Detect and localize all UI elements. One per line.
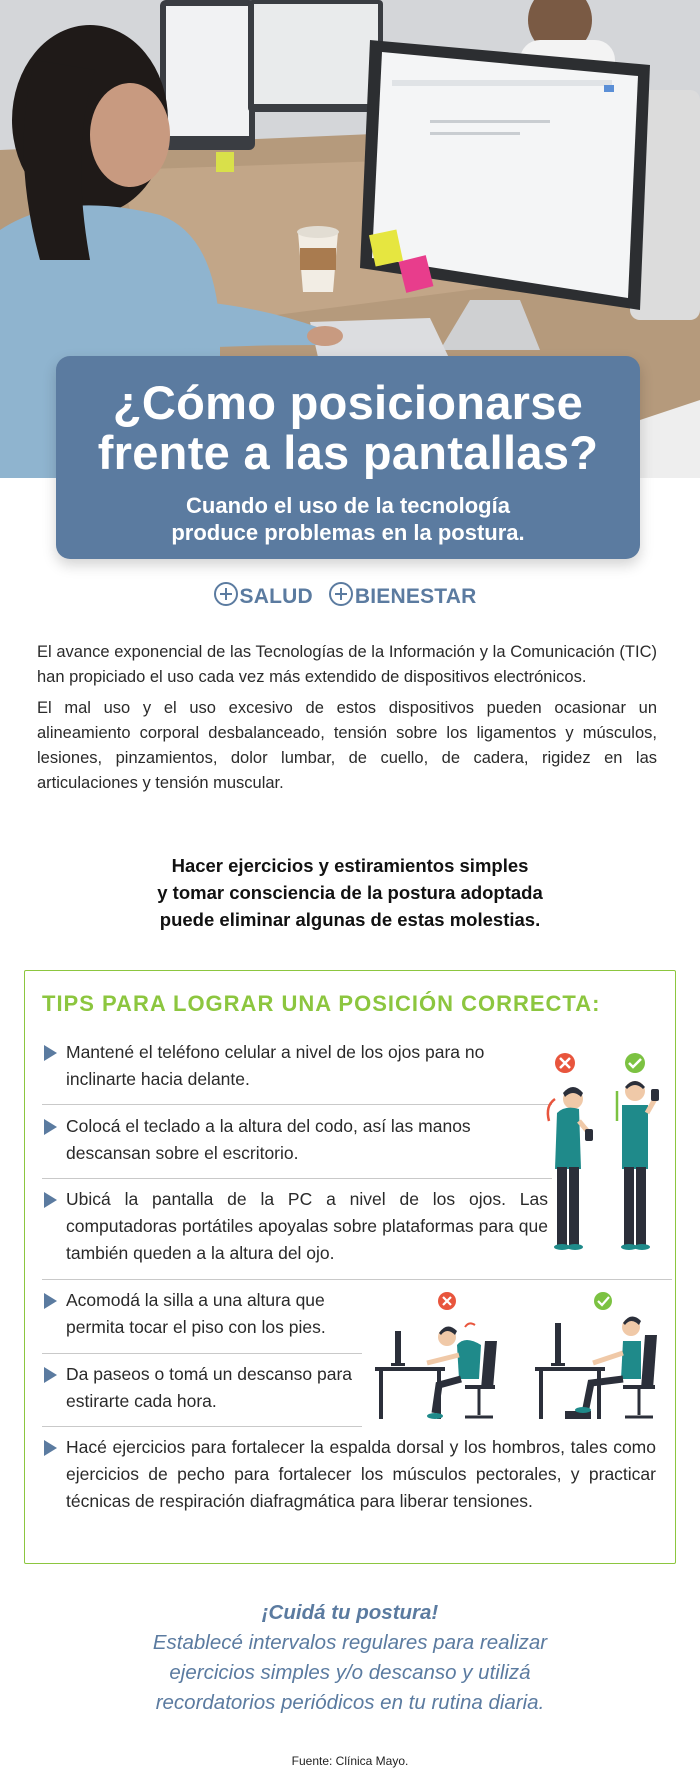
brand-word-salud: SALUD <box>239 585 313 608</box>
intro-text <box>37 640 657 802</box>
page-subtitle <box>56 492 640 546</box>
closing-lead: ¡Cuidá tu postura! <box>261 1601 439 1624</box>
tip-text: Ubicá la pantalla de la PC a nivel de los ojos. Las computadoras portátiles apoyalas sobre plataformas para que también queden a la altura del ojo. <box>66 1189 548 1263</box>
brand-word-bienestar: BIENESTAR <box>354 585 477 608</box>
correct-check-icon <box>625 1053 645 1073</box>
arrow-bullet-icon <box>44 1045 57 1061</box>
wrong-x-icon <box>555 1053 575 1073</box>
tip-text: Da paseos o tomá un descanso para estirarte cada hora. <box>66 1364 353 1411</box>
plus-circle-icon <box>329 582 353 606</box>
closing-message <box>0 1598 700 1718</box>
subtitle-line-2: produce problemas en la postura. <box>171 520 525 545</box>
tip-divider <box>42 1279 672 1280</box>
tip-item <box>66 1287 366 1341</box>
subtitle-line-1: Cuando el uso de la tecnología <box>186 493 510 518</box>
phone-posture-illustration <box>535 1051 670 1271</box>
desk-posture-illustration <box>365 1289 665 1429</box>
tip-divider <box>42 1353 362 1354</box>
closing-line-2: ejercicios simples y/o descanso y utilizá <box>169 1661 531 1684</box>
tip-item <box>66 1039 548 1093</box>
arrow-bullet-icon <box>44 1440 57 1456</box>
brand-logo <box>0 582 700 609</box>
tip-text: Hacé ejercicios para fortalecer la espalda dorsal y los hombros, tales como ejercicios de pecho para fortalecer los músculos pectorales, y practicar técnicas de respiración diafragmática para liberar tensiones. <box>66 1437 656 1511</box>
tips-box <box>24 970 676 1564</box>
page-title <box>56 378 640 478</box>
wrong-x-icon <box>438 1292 456 1310</box>
arrow-bullet-icon <box>44 1367 57 1383</box>
highlight-line-2: y tomar consciencia de la postura adoptada <box>157 882 543 903</box>
tip-item <box>66 1113 548 1167</box>
tips-title: TIPS PARA LOGRAR UNA POSICIÓN CORRECTA: <box>42 991 601 1016</box>
intro-paragraph-2: El mal uso y el uso excesivo de estos dispositivos pueden ocasionar un alineamiento corporal desbalanceado, tensión sobre los ligamentos y músculos, lesiones, pinzamientos, dolor lumbar, de cuello, de cadera, rigidez en las articulaciones y tensión muscular. <box>37 699 657 792</box>
highlight-text <box>0 852 700 933</box>
tip-divider <box>42 1104 552 1105</box>
plus-circle-icon <box>214 582 238 606</box>
title-card <box>56 356 640 559</box>
tip-text: Mantené el teléfono celular a nivel de los ojos para no inclinarte hacia delante. <box>66 1042 485 1089</box>
arrow-bullet-icon <box>44 1192 57 1208</box>
tip-item <box>66 1434 656 1515</box>
tip-item <box>66 1186 548 1267</box>
title-line-2: frente a las pantallas? <box>97 426 599 479</box>
arrow-bullet-icon <box>44 1119 57 1135</box>
tip-text: Colocá el teclado a la altura del codo, así las manos descansan sobre el escritorio. <box>66 1116 471 1163</box>
source-note: Fuente: Clínica Mayo. <box>291 1754 409 1768</box>
title-line-1: ¿Cómo posicionarse <box>112 376 584 429</box>
arrow-bullet-icon <box>44 1293 57 1309</box>
closing-line-3: recordatorios periódicos en tu rutina diaria. <box>155 1691 545 1714</box>
closing-line-1: Establecé intervalos regulares para realizar <box>152 1631 548 1654</box>
highlight-line-3: puede eliminar algunas de estas molestias. <box>159 909 541 930</box>
highlight-line-1: Hacer ejercicios y estiramientos simples <box>171 855 529 876</box>
tip-item <box>66 1361 366 1415</box>
intro-paragraph-1: El avance exponencial de las Tecnologías de la Información y la Comunicación (TIC) han propiciado el uso cada vez más extendido de dispositivos electrónicos. <box>37 643 657 686</box>
tip-divider <box>42 1426 362 1427</box>
tip-divider <box>42 1178 552 1179</box>
tip-text: Acomodá la silla a una altura que permita tocar el piso con los pies. <box>66 1290 326 1337</box>
correct-check-icon <box>594 1292 612 1310</box>
